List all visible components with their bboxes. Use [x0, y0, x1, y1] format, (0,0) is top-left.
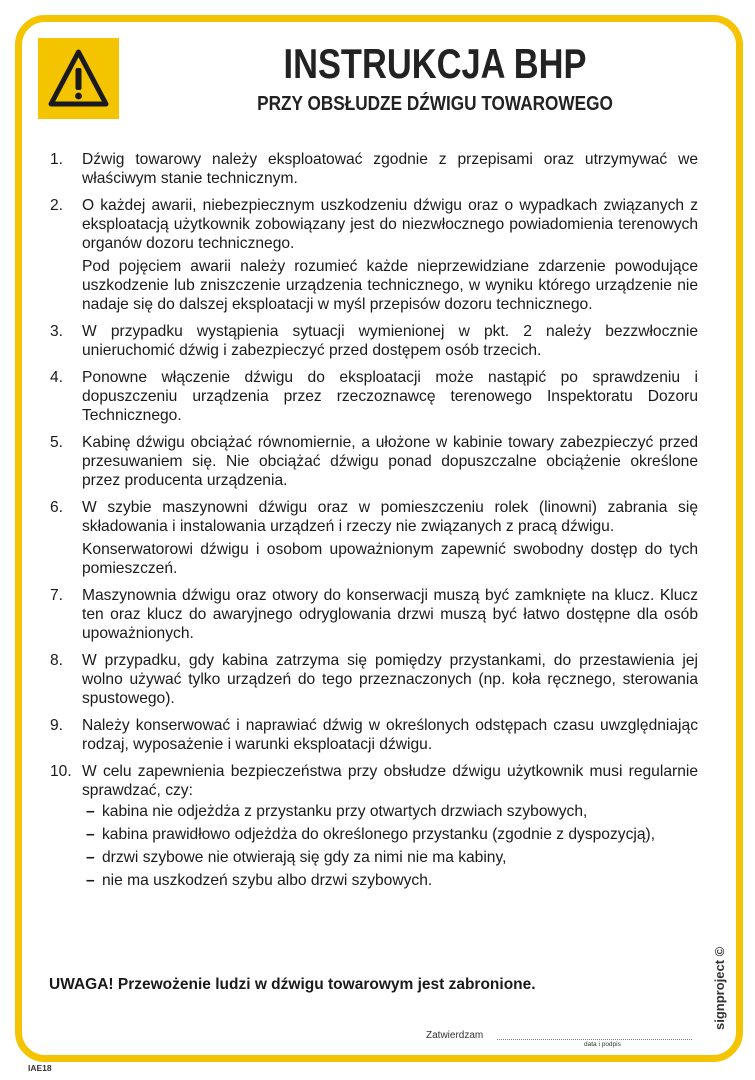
item-number: 2. [50, 197, 64, 214]
item-text: Maszynownia dźwigu oraz otwory do konserwacji muszą być zamknięte na klucz. Klucz ten oraz klucz do awaryjnego odryglowania drzwi muszą być łatwo dostępne dla osób upoważnionych. [82, 587, 698, 642]
subitem-text: kabina nie odjeżdża z przystanku przy otwartych drzwiach szybowych, [102, 803, 588, 820]
item-text: W celu zapewnienia bezpieczeństwa przy obsłudze dźwigu użytkownik musi regularnie sprawdzać, czy: [82, 763, 698, 799]
item-number: 8. [50, 652, 64, 669]
brand-label: signproject © [712, 946, 727, 1030]
dash-bullet-icon: – [86, 803, 95, 820]
check-subitem [82, 848, 698, 867]
product-code: IAE18 [28, 1063, 52, 1073]
item-number: 1. [50, 151, 64, 168]
warning-triangle-icon [48, 48, 109, 109]
instruction-item [50, 762, 698, 890]
item-text: Dźwig towarowy należy eksploatować zgodnie z przepisami oraz utrzymywać we właściwym stanie technicznym. [82, 151, 698, 187]
check-subitem [82, 802, 698, 821]
signature-line [497, 1039, 692, 1040]
item-number: 3. [50, 323, 64, 340]
item-text: Konserwatorowi dźwigu i osobom upoważnionym zapewnić swobodny dostęp do tych pomieszczeń. [82, 541, 698, 577]
approve-label: Zatwierdzam [426, 1030, 484, 1041]
item-number: 9. [50, 717, 64, 734]
check-subitem [82, 871, 698, 890]
instruction-item [50, 322, 698, 360]
dash-bullet-icon: – [86, 826, 95, 843]
instruction-item [50, 368, 698, 425]
subitem-text: drzwi szybowe nie otwierają się gdy za nimi nie ma kabiny, [102, 849, 507, 866]
item-number: 6. [50, 499, 64, 516]
item-text: Pod pojęciem awarii należy rozumieć każde nieprzewidziane zdarzenie powodujące uszkodzenie lub zniszczenie urządzenia technicznego, w wyniku którego urządzenie nie nadaje się do dalszej eksploatacji w myśl przepisów dozoru technicznego. [82, 258, 698, 313]
instruction-item [50, 586, 698, 643]
item-text: Ponowne włączenie dźwigu do eksploatacji może nastąpić po sprawdzeniu i dopuszczeniu urządzenia przez rzeczoznawcę terenowego Inspektoratu Dozoru Technicznego. [82, 369, 698, 424]
item-number: 4. [50, 369, 64, 386]
instruction-item [50, 651, 698, 708]
item-text: Kabinę dźwigu obciążać równomiernie, a ułożone w kabinie towary zabezpieczyć przed przesuwaniem się. Nie obciążać dźwigu ponad dopuszczalne obciążenie określone przez producenta urządzenia. [82, 434, 698, 489]
subitem-text: nie ma uszkodzeń szybu albo drzwi szybowych. [102, 872, 433, 889]
item-number: 5. [50, 434, 64, 451]
item-number: 7. [50, 587, 64, 604]
instruction-item [50, 498, 698, 578]
item-text: Należy konserwować i naprawiać dźwig w określonych odstępach czasu uwzględniając rodzaj, wyposażenie i warunki eksploatacji dźwigu. [82, 717, 698, 753]
instruction-item [50, 433, 698, 490]
dash-bullet-icon: – [86, 849, 95, 866]
item-text: W szybie maszynowni dźwigu oraz w pomieszczeniu rolek (linowni) zabrania się składowania i instalowania urządzeń i rzeczy nie związanych z pracą dźwigu. [82, 499, 698, 535]
item-text: W przypadku, gdy kabina zatrzyma się pomiędzy przystankami, do przestawienia jej wolno używać tylko urządzeń do tego przeznaczonych (np. koła ręcznego, sterowania spustowego). [82, 652, 698, 707]
subitem-text: kabina prawidłowo odjeżdża do określonego przystanku (zgodnie z dyspozycją), [102, 826, 656, 843]
instruction-item [50, 716, 698, 754]
instruction-item [50, 150, 698, 188]
warning-notice: UWAGA! Przewożenie ludzi w dźwigu towarowym jest zabronione. [49, 976, 536, 993]
instruction-list [50, 150, 698, 898]
item-number: 10. [50, 763, 72, 780]
check-sublist [82, 802, 698, 890]
check-subitem [82, 825, 698, 844]
page-subtitle: PRZY OBSŁUDZE DŹWIGU TOWAROWEGO [257, 93, 613, 115]
instruction-item [50, 196, 698, 314]
warning-box [38, 38, 119, 119]
item-text: W przypadku wystąpienia sytuacji wymienionej w pkt. 2 należy bezzwłocznie unieruchomić dźwig i zabezpieczyć przed dostępem osób trzecich. [82, 323, 698, 359]
date-signature-label: data i podpis [584, 1041, 621, 1048]
page-title: INSTRUKCJA BHP [283, 40, 587, 87]
item-text: O każdej awarii, niebezpiecznym uszkodzeniu dźwigu oraz o wypadkach związanych z eksploatacją użytkownik zobowiązany jest do niezwłocznego powiadomienia terenowych organów dozoru technicznego. [82, 197, 698, 252]
dash-bullet-icon: – [86, 872, 95, 889]
